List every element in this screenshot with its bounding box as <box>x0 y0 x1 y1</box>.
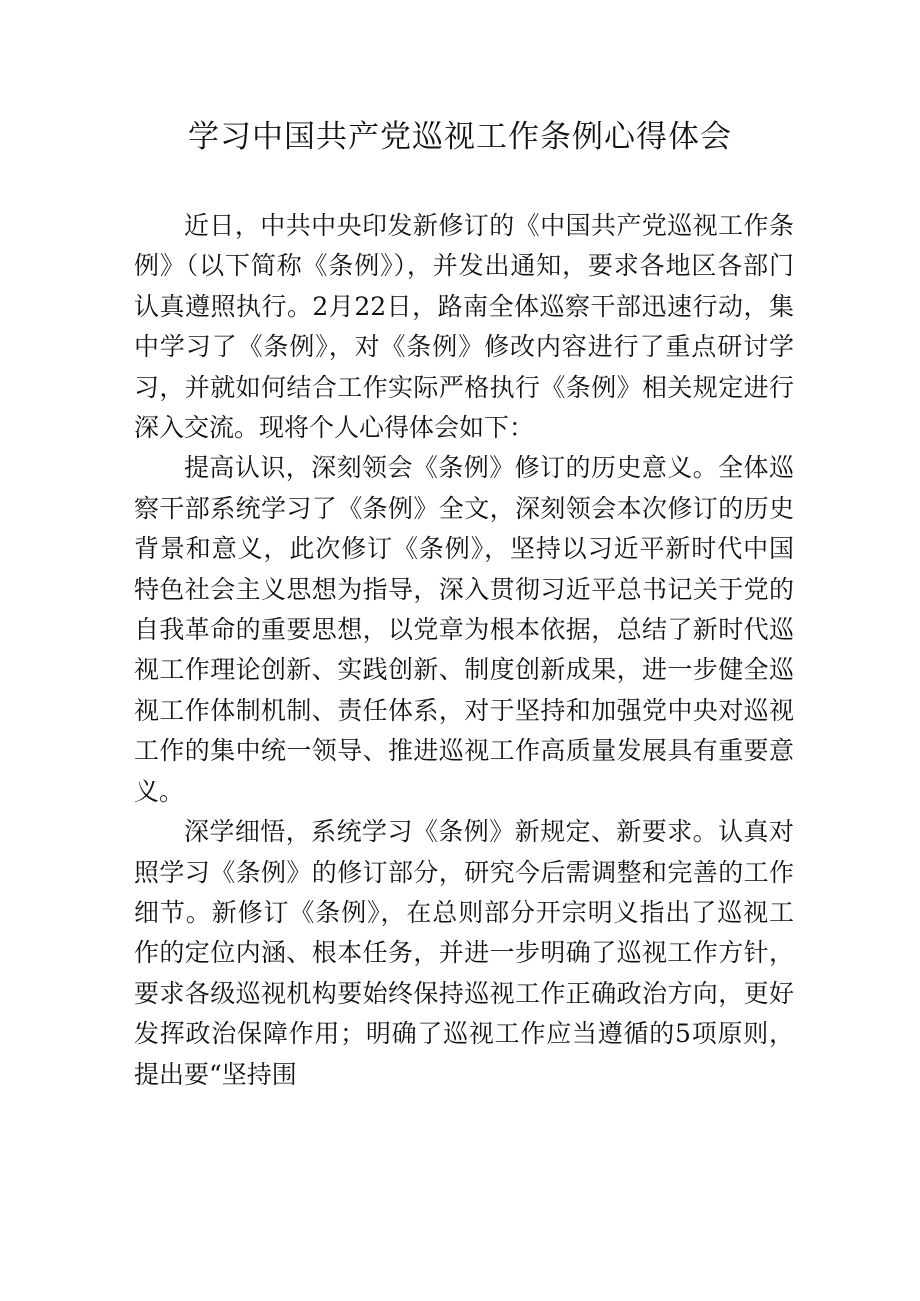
paragraph-intro: 近日，中共中央印发新修订的《中国共产党巡视工作条例》（以下简称《条例》），并发出通知，要求各地区各部门认真遵照执行。2月22日，路南全体巡察干部迅速行动，集中学习了《条例》，对《条例》修改内容进行了重点研讨学习，并就如何结合工作实际严格执行《条例》相关规定进行深入交流。现将个人心得体会如下： <box>134 211 794 443</box>
document-title: 学习中国共产党巡视工作条例心得体会 <box>188 119 732 155</box>
document-body <box>134 206 794 1095</box>
paragraph-raise-awareness: 提高认识，深刻领会《条例》修订的历史意义。全体巡察干部系统学习了《条例》全文，深刻领会本次修订的历史背景和意义，此次修订《条例》，坚持以习近平新时代中国特色社会主义思想为指导，深入贯彻习近平总书记关于党的自我革命的重要思想，以党章为根本依据，总结了新时代巡视工作理论创新、实践创新、制度创新成果，进一步健全巡视工作体制机制、责任体系，对于坚持和加强党中央对巡视工作的集中统一领导、推进巡视工作高质量发展具有重要意义。 <box>134 453 794 806</box>
paragraph-deep-study: 深学细悟，系统学习《条例》新规定、新要求。认真对照学习《条例》的修订部分，研究今后需调整和完善的工作细节。新修订《条例》，在总则部分开宗明义指出了巡视工作的定位内涵、根本任务，并进一步明确了巡视工作方针，要求各级巡视机构要始终保持巡视工作正确政治方向，更好发挥政治保障作用；明确了巡视工作应当遵循的5项原则，提出要“坚持围 <box>134 817 794 1089</box>
